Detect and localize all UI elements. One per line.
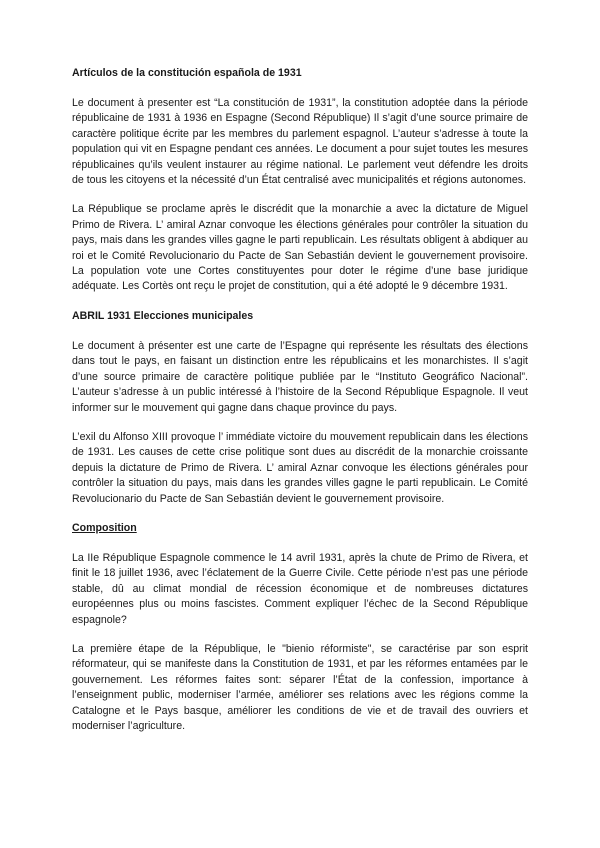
section-title-composition: Composition [72, 521, 137, 534]
paragraph-composition-intro: La IIe République Espagnole commence le 14 avril 1931, après la chute de Primo de Rivera, et finit le 18 juillet 1936, avec l’éclatement de la Guerre Civile. Cette période n’est pas une période stable, dû au climat mondial de récession économique et de nombreuses dictatures européennes plus ou moins fascistes. Comment expliquer l’échec de la Second République espagnole? [72, 551, 528, 626]
paragraph-elecciones-context: L’exil du Alfonso XIII provoque l’ immédiate victoire du mouvement republicain dans les élections de 1931. Les causes de cette crise politique sont dues au discrédit de la monarchie croissante depuis la dictature de Primo de Rivera. L’ amiral Aznar convoque les élections générales pour contrôler la situation du pays, mais dans les grandes villes gagne le parti republicain. Le Comité Revolucionario du Pacte de San Sebastián devient le gouvernement provisoire. [72, 430, 528, 505]
section-title-constitucion: Artículos de la constitución española de 1931 [72, 67, 302, 79]
paragraph-elecciones-intro: Le document à présenter est une carte de l’Espagne qui représente les résultats des élections dans tout le pays, en faisant un distinction entre les républicains et les monarchistes. Il s’agit d’une source primaire de caractère politique publiée par le “Instituto Geográfico Nacional”. L’auteur s’adresse à un public intéressé à l’histoire de la Second République Espagnole. Il veut informer sur le mouvement qui gagne dans chaque province du pays. [72, 339, 528, 414]
paragraph-constitucion-context: La République se proclame après le discrédit que la monarchie a avec la dictature de Miguel Primo de Rivera. L’ amiral Aznar convoque les élections générales pour contrôler la situation du pays, mais dans les grandes villes gagne le parti republicain. Les résultats obligent à abdiquer au roi et le Comité Revolucionario du Pacte de San Sebastián devient le gouvernement provisoire. La population vote une Cortes constituyentes pour doter le régime d’une base juridique adéquate. Les Cortès ont reçu le projet de constitution, qui a été adopté le 9 décembre 1931. [72, 203, 528, 293]
section-title-elecciones: ABRIL 1931 Elecciones municipales [72, 309, 254, 322]
paragraph-constitucion-intro: Le document à presenter est “La constitución de 1931”, la constitution adoptée dans la période républicaine de 1931 à 1936 en Espagne (Second République) Il s’agit d’une source primaire de caractère politique écrite par les membres du parlement espagnol. L’auteur s’adresse à toute la population qui vit en Espagne pendant ces années. Le document a pour sujet toutes les mesures républicaines qu’ils veulent instaurer au régime national. Le parlement veut défendre les droits de tous les citoyens et la nécessité d’un État centralisé avec municipalités et régions autonomes. [72, 97, 528, 187]
paragraph-composition-reforms: La première étape de la République, le "bienio réformiste", se caractérise par son esprit réformateur, qui se manifeste dans la Constitution de 1931, et par les réformes entamées par le gouvernement. Les réformes faites sont: séparer l’État de la confession, importance à l’enseignment public, moderniser l’armée, améliorer ses relations avec les régions comme la Catalogne et le Pays basque, améliorer les conditions de vie et de travail des ouvriers et moderniser l’agriculture. [72, 642, 528, 732]
